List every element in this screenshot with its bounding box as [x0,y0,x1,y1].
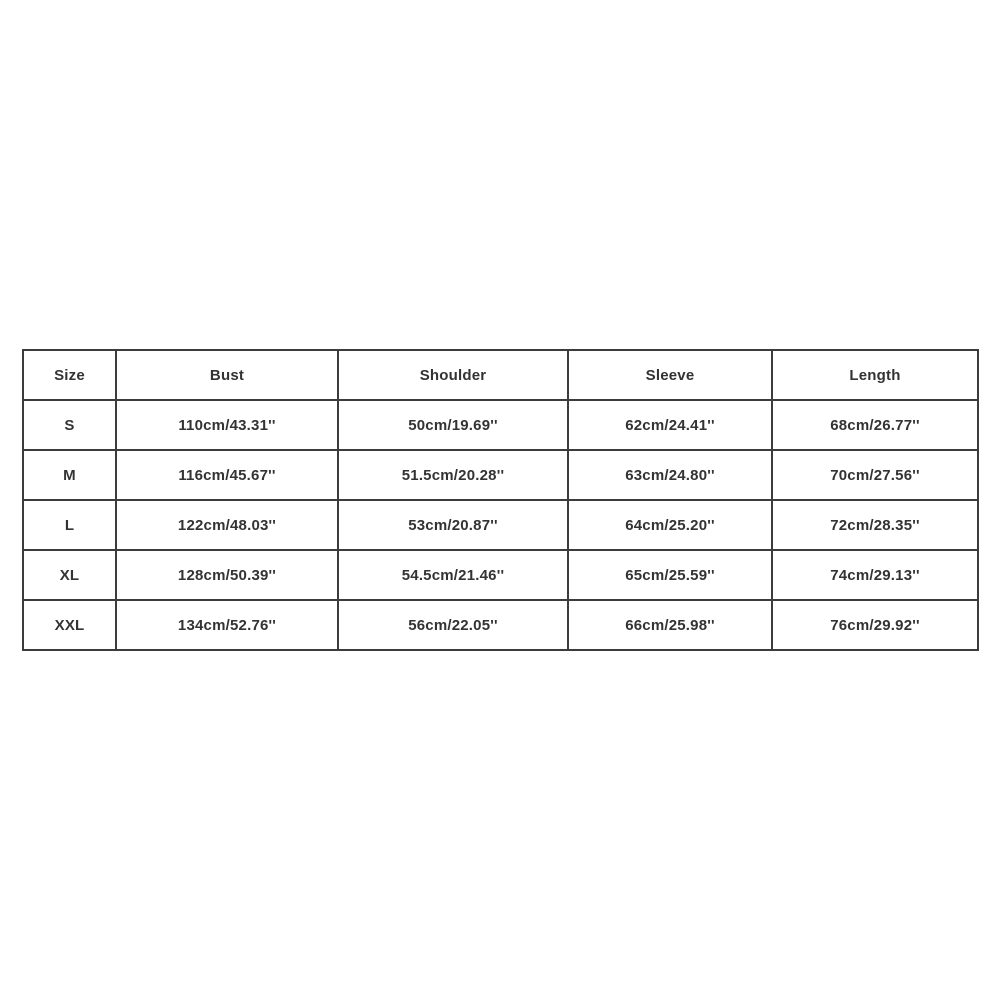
sleeve-cell: 66cm/25.98'' [568,600,772,650]
shoulder-cell: 50cm/19.69'' [338,400,568,450]
bust-cell: 134cm/52.76'' [116,600,338,650]
header-cell-sleeve: Sleeve [568,350,772,400]
size-cell: XXL [23,600,116,650]
shoulder-cell: 54.5cm/21.46'' [338,550,568,600]
table-row-m [23,450,978,500]
header-cell-size: Size [23,350,116,400]
table-row-s [23,400,978,450]
length-cell: 72cm/28.35'' [772,500,978,550]
size-cell: S [23,400,116,450]
bust-cell: 122cm/48.03'' [116,500,338,550]
table-row-xl [23,550,978,600]
shoulder-cell: 53cm/20.87'' [338,500,568,550]
header-cell-shoulder: Shoulder [338,350,568,400]
sleeve-cell: 62cm/24.41'' [568,400,772,450]
header-cell-bust: Bust [116,350,338,400]
sleeve-cell: 63cm/24.80'' [568,450,772,500]
size-cell: L [23,500,116,550]
length-cell: 70cm/27.56'' [772,450,978,500]
shoulder-cell: 51.5cm/20.28'' [338,450,568,500]
header-row [23,350,978,400]
size-chart [22,349,977,651]
length-cell: 74cm/29.13'' [772,550,978,600]
bust-cell: 116cm/45.67'' [116,450,338,500]
bust-cell: 110cm/43.31'' [116,400,338,450]
table-row-l [23,500,978,550]
sleeve-cell: 65cm/25.59'' [568,550,772,600]
size-cell: XL [23,550,116,600]
sleeve-cell: 64cm/25.20'' [568,500,772,550]
size-cell: M [23,450,116,500]
length-cell: 76cm/29.92'' [772,600,978,650]
bust-cell: 128cm/50.39'' [116,550,338,600]
header-cell-length: Length [772,350,978,400]
table-row-xxl [23,600,978,650]
size-chart-table [22,349,979,651]
length-cell: 68cm/26.77'' [772,400,978,450]
shoulder-cell: 56cm/22.05'' [338,600,568,650]
